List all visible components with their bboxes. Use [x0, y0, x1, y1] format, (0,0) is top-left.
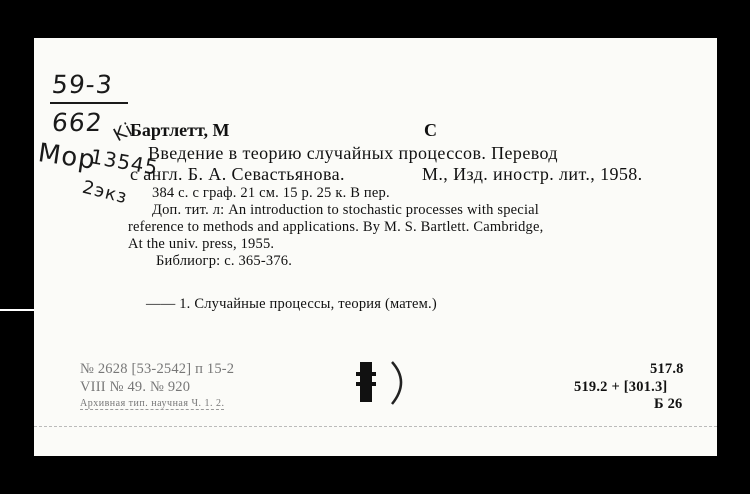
footer-index-code: VIII № 49. № 920	[80, 379, 191, 395]
parallel-title-line-1: Доп. тит. л: An introduction to stochastic processes with special	[152, 202, 540, 218]
handwritten-callnumber-top: 59-3	[50, 70, 115, 99]
title-line-1: Введение в теорию случайных процессов. Перевод	[148, 143, 558, 163]
footer-printer-line: Архивная тип. научная Ч. 1. 2.	[80, 398, 225, 409]
author-initial: С	[424, 120, 437, 140]
scan-bottom-margin	[0, 456, 750, 494]
scan-noise-line	[34, 426, 717, 427]
handwritten-callnumber-bottom: 662	[50, 108, 105, 137]
title-line-2a: с англ. Б. А. Севастьянова.	[130, 164, 345, 184]
handwritten-copies: 2экз	[80, 176, 130, 209]
subject-heading: —— 1. Случайные процессы, теория (матем.)	[146, 296, 437, 312]
footer-author-mark: Б 26	[654, 396, 683, 412]
author-heading: Бартлетт, М	[130, 120, 230, 140]
parallel-title-line-2: reference to methods and applications. By M. S. Bartlett. Cambridge,	[128, 219, 544, 235]
title-line-2b: М., Изд. иностр. лит., 1958.	[422, 164, 643, 184]
handwritten-inventory-number: 13545	[88, 144, 161, 180]
handwritten-note-mor: Мор	[36, 138, 98, 176]
parallel-title-line-3: At the univ. press, 1955.	[128, 236, 275, 252]
scan-artifact-line	[0, 309, 34, 311]
bibliography-note: Библиогр: с. 365-376.	[156, 253, 293, 269]
footer-card-number: № 2628 [53-2542] п 15-2	[80, 361, 235, 377]
scan-left-margin	[0, 0, 34, 494]
catalog-card	[34, 38, 717, 456]
ink-stamp-mark	[352, 356, 408, 410]
handwritten-note-ki: Ki	[110, 118, 137, 147]
handwritten-underline	[50, 102, 128, 104]
collation-line: 384 с. с граф. 21 см. 15 р. 25 к. В пер.	[152, 185, 390, 201]
footer-udc-1: 517.8	[650, 361, 684, 377]
footer-udc-2: 519.2 + [301.3]	[574, 379, 668, 395]
